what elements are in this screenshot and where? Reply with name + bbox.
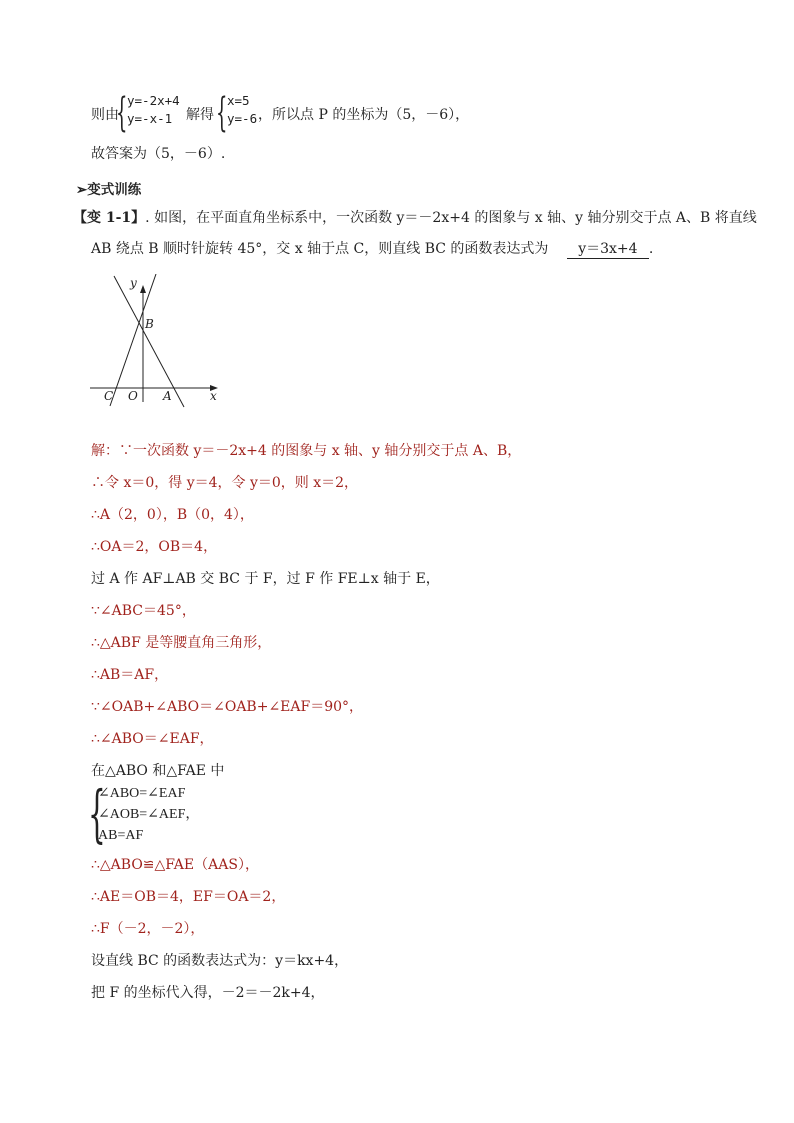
solution-line: ∴AE＝OB＝4，EF＝OA＝2， — [91, 889, 286, 905]
brace: { — [116, 90, 128, 136]
brace: { — [88, 777, 106, 850]
solution-line: ∵∠ABC＝45°， — [91, 603, 196, 619]
brace: { — [216, 90, 228, 136]
solution-line: 在△ABO 和△FAE 中 — [91, 763, 225, 779]
solution-line: ∴A（2，0），B（0，4）， — [91, 507, 254, 523]
label-x: x — [210, 389, 217, 403]
system-3-eq1: ∠ABO=∠EAF — [98, 786, 186, 801]
problem-text-2: AB 绕点 B 顺时针旋转 45°，交 x 轴于点 C，则直线 BC 的函数表达式为 — [91, 241, 549, 257]
solution-line: ∴△ABO≌△FAE（AAS）， — [91, 857, 259, 873]
solution-line: ∵∠OAB+∠ABO＝∠OAB+∠EAF＝90°， — [91, 699, 364, 715]
solution-line: ∴F（－2，－2）， — [91, 921, 205, 937]
system-3-eq2: ∠AOB=∠AEF， — [98, 807, 200, 822]
label-y: y — [130, 276, 137, 290]
system-2 — [227, 92, 257, 128]
solution-line: ∴令 x＝0，得 y＝4，令 y＝0，则 x＝2， — [91, 475, 359, 491]
solution-line: 过 A 作 AF⊥AB 交 BC 于 F，过 F 作 FE⊥x 轴于 E， — [91, 571, 440, 587]
system-1-eq1: y=-2x+4 — [127, 93, 180, 108]
answer-line: 故答案为（5，－6）. — [91, 146, 226, 162]
label-c: C — [104, 389, 114, 403]
problem-answer: y＝3x+4 — [567, 240, 649, 259]
intro-mid: 解得 — [186, 107, 214, 123]
problem-line-2 — [91, 240, 653, 259]
section-heading: ➢变式训练 — [76, 182, 142, 198]
line-bc — [110, 274, 156, 406]
intro-suffix: ，所以点 P 的坐标为（5，－6）， — [258, 107, 470, 123]
system-3-eq3: AB=AF — [98, 828, 144, 843]
system-2-eq1: x=5 — [227, 93, 250, 108]
solution-line: ∴AB＝AF， — [91, 667, 169, 683]
system-1 — [127, 92, 180, 128]
solution-line: 设直线 BC 的函数表达式为：y＝kx+4， — [91, 953, 349, 969]
intro-prefix: 则由 — [91, 107, 119, 123]
label-a: A — [163, 389, 172, 403]
solution-line: ∴∠ABO＝∠EAF， — [91, 731, 214, 747]
problem-line-1 — [73, 209, 757, 227]
system-2-eq2: y=-6 — [227, 111, 258, 126]
solution-line: 把 F 的坐标代入得，－2＝－2k+4， — [91, 985, 325, 1001]
solution-line: ∴△ABF 是等腰直角三角形， — [91, 635, 272, 651]
y-axis-arrow — [140, 285, 146, 293]
line-ab — [114, 276, 184, 407]
solution-line: 解：∵一次函数 y＝－2x+4 的图象与 x 轴、y 轴分别交于点 A、B， — [91, 443, 522, 459]
problem-tag: 【变 1-1】 — [73, 210, 146, 226]
problem-text-1: . 如图，在平面直角坐标系中，一次函数 y＝－2x+4 的图象与 x 轴、y 轴分别交于点 A、B 将直线 — [145, 210, 757, 226]
coordinate-figure — [86, 274, 226, 410]
label-o: O — [128, 389, 138, 403]
problem-end: . — [648, 241, 654, 257]
solution-line: ∴OA＝2，OB＝4， — [91, 539, 218, 555]
label-b: B — [145, 317, 154, 331]
system-1-eq2: y=-x-1 — [127, 111, 173, 126]
